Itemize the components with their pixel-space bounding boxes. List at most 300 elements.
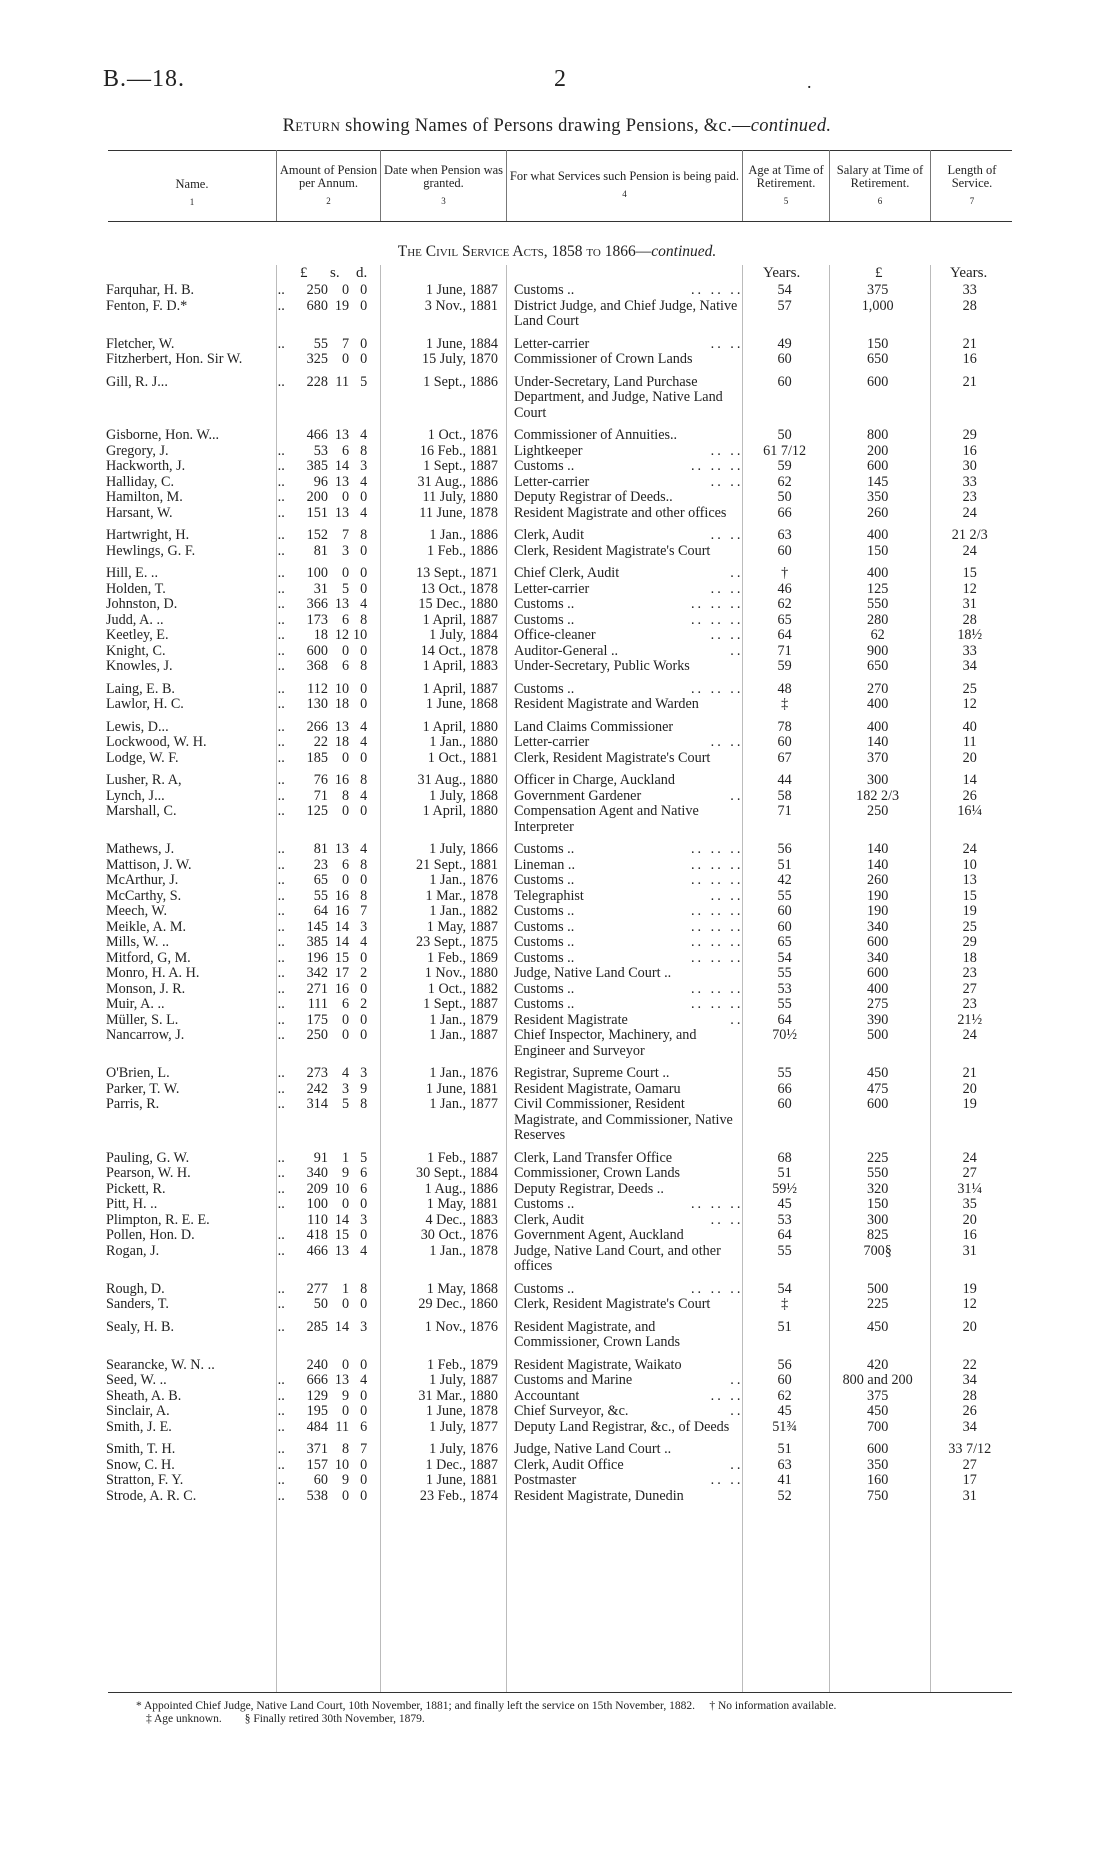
leader-dots: ..: [277, 489, 285, 505]
service-text: Resident Magistrate: [513, 1011, 628, 1028]
service: [504, 889, 743, 905]
leader-dots: ..: [277, 504, 285, 521]
col-header-services: For what Services such Pension is being paid. 4: [509, 169, 740, 199]
service-length: 35: [962, 1196, 977, 1212]
service-length: 19: [962, 903, 977, 919]
service-text: Chief Inspector, Machinery, and Engineer and Surveyor: [513, 1027, 697, 1059]
table-row: [0, 1351, 1010, 1374]
unit-salary-pounds: £: [875, 265, 883, 281]
retirement-age: 41: [777, 1472, 792, 1488]
table-row: [0, 873, 1010, 889]
service-length: 27: [962, 1456, 977, 1473]
retirement-salary: 140: [867, 841, 889, 857]
service-leader: ..: [730, 1403, 744, 1419]
pension-pence: 4: [360, 1372, 368, 1388]
leader-dots: ..: [277, 542, 285, 559]
retirement-salary: 400: [867, 527, 889, 543]
table-row: [0, 559, 1010, 582]
service: [504, 330, 743, 353]
pension-pence: 0: [360, 1487, 368, 1504]
retirement-salary: 340: [867, 918, 889, 935]
service: [504, 1389, 743, 1405]
retirement-salary: 260: [867, 872, 889, 888]
service-text: Postmaster: [513, 1472, 577, 1488]
service-text: Resident Magistrate, Oamaru: [513, 1080, 681, 1097]
retirement-salary: 800 and 200: [842, 1372, 913, 1388]
pension-shillings: 0: [341, 1196, 350, 1212]
service-length: 21: [962, 1065, 977, 1081]
pension-pounds: 680: [306, 297, 328, 314]
leader-dots: ..: [277, 1027, 285, 1043]
retirement-salary: 400: [867, 718, 889, 735]
pension-shillings: 9: [341, 1472, 350, 1488]
retirement-salary: 160: [867, 1472, 889, 1488]
service-length: 24: [962, 841, 977, 857]
person-name: Hackworth, J.: [106, 458, 186, 474]
pension-shillings: 11: [335, 1418, 350, 1435]
pension-shillings: 16: [334, 903, 350, 919]
service-text: Customs ..: [513, 934, 575, 950]
person-name: Judd, A. ..: [106, 611, 164, 628]
pension-pounds: 50: [313, 1296, 328, 1312]
person-name: Pauling, G. W.: [106, 1149, 190, 1166]
service-length: 34: [962, 658, 977, 674]
service-leader: .. .. ..: [691, 680, 744, 697]
retirement-salary: 350: [867, 1456, 889, 1473]
table-row: [0, 299, 1010, 330]
service-text: Letter-carrier: [513, 473, 590, 490]
pension-shillings: 0: [341, 642, 350, 659]
table-row: [0, 804, 1010, 835]
person-name: Sealy, H. B.: [106, 1318, 175, 1335]
unit-age-years: Years.: [763, 265, 801, 281]
pension-pounds: 152: [306, 527, 328, 543]
retirement-age: 42: [777, 872, 792, 888]
service-text: Customs ..: [513, 1280, 575, 1297]
grant-date: 1 Jan., 1880: [429, 734, 498, 750]
person-name: Snow, C. H.: [106, 1456, 175, 1473]
service-text: Clerk, Resident Magistrate's Court: [513, 749, 711, 766]
pension-pence: 4: [360, 473, 368, 490]
retirement-age: 63: [777, 527, 792, 543]
leader-dots: ..: [277, 658, 285, 674]
leader-dots: ..: [277, 1472, 285, 1488]
pension-pence: 0: [360, 872, 368, 888]
title-main: showing Names of Persons drawing Pensions, &c.—: [345, 116, 751, 136]
retirement-age: 50: [777, 489, 792, 505]
service-text: Customs ..: [513, 841, 575, 857]
pension-shillings: 6: [341, 658, 350, 674]
service: [504, 951, 743, 967]
table-row: [0, 697, 1010, 713]
pension-pence: 4: [360, 841, 368, 857]
document-reference: B.—18.: [103, 66, 186, 92]
retirement-salary: 825: [867, 1227, 889, 1243]
pension-pounds: 484: [306, 1418, 328, 1435]
retirement-salary: 600: [867, 1441, 889, 1457]
pension-pounds: 112: [307, 680, 328, 697]
retirement-salary: 300: [867, 1211, 889, 1228]
leader-dots: ..: [277, 1318, 285, 1335]
service-leader: .. ..: [710, 1472, 744, 1488]
service-length: 21: [962, 373, 977, 390]
table-row: [0, 1313, 1010, 1351]
pension-shillings: 12: [334, 627, 350, 643]
service: [504, 675, 743, 698]
grant-date: 1 June, 1878: [425, 1403, 498, 1419]
service: [504, 459, 743, 475]
person-name: Müller, S. L.: [106, 1011, 179, 1028]
retirement-salary: 600: [867, 965, 889, 981]
service: [504, 1013, 743, 1029]
pension-pence: 6: [360, 1165, 368, 1181]
service-length: 29: [962, 934, 977, 950]
table-row: [0, 352, 1010, 368]
pension-pence: 8: [360, 887, 368, 904]
retirement-salary: 650: [867, 351, 889, 367]
grant-date: 1 July, 1887: [429, 1372, 498, 1388]
service: [504, 1275, 743, 1298]
person-name: Searancke, W. N. ..: [106, 1356, 215, 1373]
pension-pounds: 23: [313, 856, 328, 873]
service: [504, 935, 743, 951]
table-row: [0, 659, 1010, 675]
retirement-salary: 700§: [863, 1242, 892, 1259]
pension-pounds: 385: [306, 934, 328, 950]
leader-dots: ..: [277, 718, 285, 735]
retirement-age: 71: [777, 803, 792, 819]
service-text: Registrar, Supreme Court ..: [513, 1065, 670, 1081]
pension-shillings: 0: [341, 1027, 350, 1043]
pension-pence: 0: [360, 1227, 368, 1243]
grant-date: 1 April, 1883: [422, 658, 498, 674]
grant-date: 15 July, 1870: [422, 351, 498, 367]
service-length: 13: [962, 872, 977, 888]
person-name: Halliday, C.: [106, 473, 175, 490]
person-name: Smith, J. E.: [106, 1418, 172, 1435]
pension-shillings: 9: [341, 1387, 350, 1404]
service-length: 33: [962, 473, 977, 490]
service-text: Customs ..: [513, 949, 575, 966]
retirement-age: 64: [777, 1227, 792, 1243]
service: [504, 1197, 743, 1213]
service-text: Customs ..: [513, 872, 575, 888]
pension-pence: 4: [360, 427, 368, 443]
service-text: Under-Secretary, Public Works: [513, 658, 690, 674]
service-leader: .. ..: [710, 627, 744, 643]
table-row: [0, 490, 1010, 506]
grant-date: 1 Jan., 1887: [429, 1027, 498, 1043]
service-text: Judge, Native Land Court, and other offices: [513, 1242, 721, 1274]
grant-date: 1 May, 1887: [426, 918, 498, 935]
leader-dots: ..: [277, 803, 285, 819]
service-length: 33: [962, 642, 977, 659]
service: [504, 1373, 743, 1389]
retirement-age: †: [781, 565, 789, 581]
pension-shillings: 10: [334, 1180, 350, 1197]
leader-dots: ..: [277, 1080, 285, 1097]
person-name: Monro, H. A. H.: [106, 965, 200, 981]
pension-pounds: 31: [313, 580, 328, 597]
leader-dots: ..: [277, 996, 285, 1012]
service: [504, 904, 743, 920]
pension-shillings: 1: [341, 1280, 350, 1297]
leader-dots: ..: [277, 335, 285, 352]
pension-pence: 4: [360, 934, 368, 950]
leader-dots: ..: [277, 442, 285, 459]
service-text: Commissioner, Crown Lands: [513, 1165, 681, 1181]
leader-dots: ..: [277, 903, 285, 919]
retirement-salary: 400: [867, 565, 889, 581]
grant-date: 1 April, 1887: [422, 611, 498, 628]
service-leader: ..: [730, 787, 744, 804]
leader-dots: ..: [277, 1441, 285, 1457]
service: [504, 659, 743, 675]
grant-date: 1 Sept., 1887: [423, 458, 498, 474]
service-length: 33: [962, 282, 977, 298]
grant-date: 29 Dec., 1860: [418, 1296, 498, 1312]
retirement-age: 50: [777, 427, 792, 443]
pension-shillings: 4: [341, 1065, 350, 1081]
table-row: [0, 1373, 1010, 1389]
retirement-salary: 750: [867, 1487, 889, 1504]
service-length: 25: [962, 680, 977, 697]
service-length: 16¼: [957, 803, 983, 819]
table-row: [0, 1389, 1010, 1405]
person-name: Mattison, J. W.: [106, 856, 192, 873]
pension-table: [0, 283, 1010, 1504]
service: [504, 283, 743, 299]
retirement-salary: 140: [867, 734, 889, 750]
leader-dots: ..: [277, 1165, 285, 1181]
person-name: Hill, E. ..: [106, 565, 159, 581]
table-row: [0, 1228, 1010, 1244]
retirement-age: 59½: [772, 1180, 798, 1197]
col-header-amount: Amount of Pension per Annum. 2: [279, 163, 378, 206]
service-text: Resident Magistrate, Waikato: [513, 1356, 682, 1373]
grant-date: 4 Dec., 1883: [425, 1211, 498, 1228]
service: [504, 1404, 743, 1420]
table-row: [0, 735, 1010, 751]
service: [504, 1228, 743, 1244]
pension-pounds: 81: [313, 841, 328, 857]
service-length: 12: [962, 696, 977, 712]
table-row: [0, 1297, 1010, 1313]
pension-shillings: 15: [334, 949, 350, 966]
retirement-age: 44: [777, 772, 792, 788]
pension-pounds: 100: [306, 1196, 328, 1212]
table-row: [0, 1059, 1010, 1082]
pension-pounds: 277: [306, 1280, 328, 1297]
service: [504, 421, 743, 444]
retirement-age: 62: [777, 596, 792, 612]
pension-shillings: 0: [341, 1296, 350, 1312]
person-name: Mitford, G, M.: [106, 949, 191, 966]
pension-shillings: 6: [341, 856, 350, 873]
retirement-age: 66: [777, 504, 792, 521]
pension-pounds: 466: [306, 1242, 328, 1259]
person-name: Mills, W. ..: [106, 934, 170, 950]
col-header-age: Age at Time of Retirement. 5: [748, 163, 824, 206]
service-length: 20: [962, 1318, 977, 1335]
pension-shillings: 14: [334, 1211, 350, 1228]
retirement-age: 65: [777, 611, 792, 628]
retirement-salary: 250: [867, 803, 889, 819]
table-row: [0, 751, 1010, 767]
grant-date: 1 June, 1881: [425, 1472, 498, 1488]
table-row: [0, 1420, 1010, 1436]
retirement-salary: 600: [867, 458, 889, 474]
service: [504, 697, 743, 713]
col-header-date: Date when Pension was granted. 3: [383, 163, 504, 206]
retirement-age: 51¾: [772, 1418, 798, 1435]
service: [504, 1313, 743, 1351]
footnote-line: * Appointed Chief Judge, Native Land Court, 10th November, 1881; and finally left the service on 15th November, 1882. † No information available.: [136, 1700, 837, 1712]
service-text: Chief Clerk, Audit: [513, 565, 620, 581]
person-name: Lodge, W. F.: [106, 749, 179, 766]
service-leader: .. ..: [710, 734, 744, 750]
service: [504, 559, 743, 582]
service: [504, 1166, 743, 1182]
grant-date: 30 Sept., 1884: [415, 1165, 498, 1181]
retirement-age: 64: [777, 627, 792, 643]
leader-dots: ..: [277, 297, 285, 314]
grant-date: 1 Jan., 1877: [429, 1096, 498, 1112]
person-name: Lawlor, H. C.: [106, 696, 184, 712]
service-text: Customs ..: [513, 918, 575, 935]
leader-dots: ..: [277, 1280, 285, 1297]
service-text: Accountant: [513, 1387, 580, 1404]
table-row: [0, 675, 1010, 698]
pension-pounds: 111: [307, 996, 328, 1012]
grant-date: 1 July, 1877: [429, 1418, 498, 1435]
service-text: Clerk, Resident Magistrate's Court: [513, 542, 711, 559]
service-leader: .. .. ..: [691, 918, 744, 935]
leader-dots: ..: [277, 949, 285, 966]
pension-pounds: 55: [313, 887, 328, 904]
header-top-rule: [108, 150, 1012, 151]
retirement-salary: 140: [867, 856, 889, 873]
leader-dots: ..: [277, 1227, 285, 1243]
person-name: Knowles, J.: [106, 658, 173, 674]
service-leader: .. .. ..: [691, 841, 744, 857]
service-length: 12: [962, 1296, 977, 1312]
grant-date: 1 Aug., 1886: [424, 1180, 498, 1197]
leader-dots: ..: [277, 934, 285, 950]
grant-date: 11 July, 1880: [422, 489, 498, 505]
service: [504, 644, 743, 660]
service-length: 21½: [957, 1011, 983, 1028]
pension-pence: 8: [360, 658, 368, 674]
pension-pence: 8: [360, 1280, 368, 1297]
retirement-age: 58: [777, 787, 792, 804]
service-text: Customs ..: [513, 611, 575, 628]
person-name: Meech, W.: [106, 903, 168, 919]
service: [504, 1297, 743, 1313]
service-length: 10: [962, 856, 977, 873]
pension-shillings: 19: [334, 297, 350, 314]
pension-pence: 2: [360, 996, 368, 1012]
retirement-salary: 550: [867, 1165, 889, 1181]
service: [504, 506, 743, 522]
retirement-salary: 600: [867, 373, 889, 390]
service-length: 24: [962, 542, 977, 559]
pension-shillings: 6: [341, 996, 350, 1012]
pension-pounds: 242: [306, 1080, 328, 1097]
pension-pence: 0: [360, 351, 368, 367]
leader-dots: ..: [277, 680, 285, 697]
leader-dots: ..: [277, 1242, 285, 1259]
retirement-age: 54: [777, 949, 792, 966]
service-text: Judge, Native Land Court ..: [513, 965, 672, 981]
service-length: 31¼: [957, 1180, 983, 1197]
pension-shillings: 0: [341, 1011, 350, 1028]
service-leader: .. ..: [710, 335, 744, 352]
table-row: [0, 1166, 1010, 1182]
pension-pounds: 266: [306, 718, 328, 735]
service: [504, 1458, 743, 1474]
person-name: Strode, A. R. C.: [106, 1487, 197, 1504]
retirement-salary: 260: [867, 504, 889, 521]
pension-pence: 3: [360, 458, 368, 474]
grant-date: 3 Nov., 1881: [424, 297, 498, 314]
retirement-salary: 150: [867, 542, 889, 559]
leader-dots: ..: [277, 1372, 285, 1388]
pension-pounds: 342: [306, 965, 328, 981]
pension-pounds: 466: [306, 427, 328, 443]
table-row: [0, 459, 1010, 475]
pension-pounds: 129: [306, 1387, 328, 1404]
retirement-age: 60: [777, 1096, 792, 1112]
pension-shillings: 13: [334, 1372, 350, 1388]
table-row: [0, 935, 1010, 951]
service-text: Deputy Land Registrar, &c., of Deeds: [513, 1418, 730, 1435]
service-text: Customs ..: [513, 903, 575, 919]
service: [504, 789, 743, 805]
service-length: 18: [962, 949, 977, 966]
retirement-age: 62: [777, 1387, 792, 1404]
section-heading: The Civil Service Acts, 1858 to 1866—continued.: [397, 243, 717, 260]
service-length: 40: [962, 718, 977, 735]
page-title: [0, 116, 1114, 137]
pension-pence: 0: [360, 980, 368, 997]
retirement-age: 71: [777, 642, 792, 659]
service: [504, 597, 743, 613]
pension-pounds: 53: [313, 442, 328, 459]
pension-pence: 0: [360, 1456, 368, 1473]
leader-dots: [278, 352, 298, 368]
pension-pence: 0: [360, 1011, 368, 1028]
pension-shillings: 14: [334, 934, 350, 950]
person-name: McArthur, J.: [106, 872, 179, 888]
leader-dots: ..: [277, 458, 285, 474]
service: [504, 628, 743, 644]
retirement-salary: 400: [867, 696, 889, 712]
service-text: Commissioner of Annuities..: [513, 427, 678, 443]
retirement-age: 56: [777, 1356, 792, 1373]
service-length: 20: [962, 1211, 977, 1228]
leader-dots: [278, 421, 298, 444]
grant-date: 1 June, 1881: [425, 1080, 498, 1097]
pension-shillings: 7: [341, 335, 350, 352]
grant-date: 23 Feb., 1874: [419, 1487, 498, 1504]
grant-date: 1 July, 1884: [429, 627, 498, 643]
title-prefix: Return: [282, 116, 341, 136]
pension-pounds: 173: [306, 611, 328, 628]
table-row: [0, 1182, 1010, 1198]
table-row: [0, 283, 1010, 299]
footnote-line: ‡ Age unknown. § Finally retired 30th November, 1879.: [146, 1713, 425, 1725]
